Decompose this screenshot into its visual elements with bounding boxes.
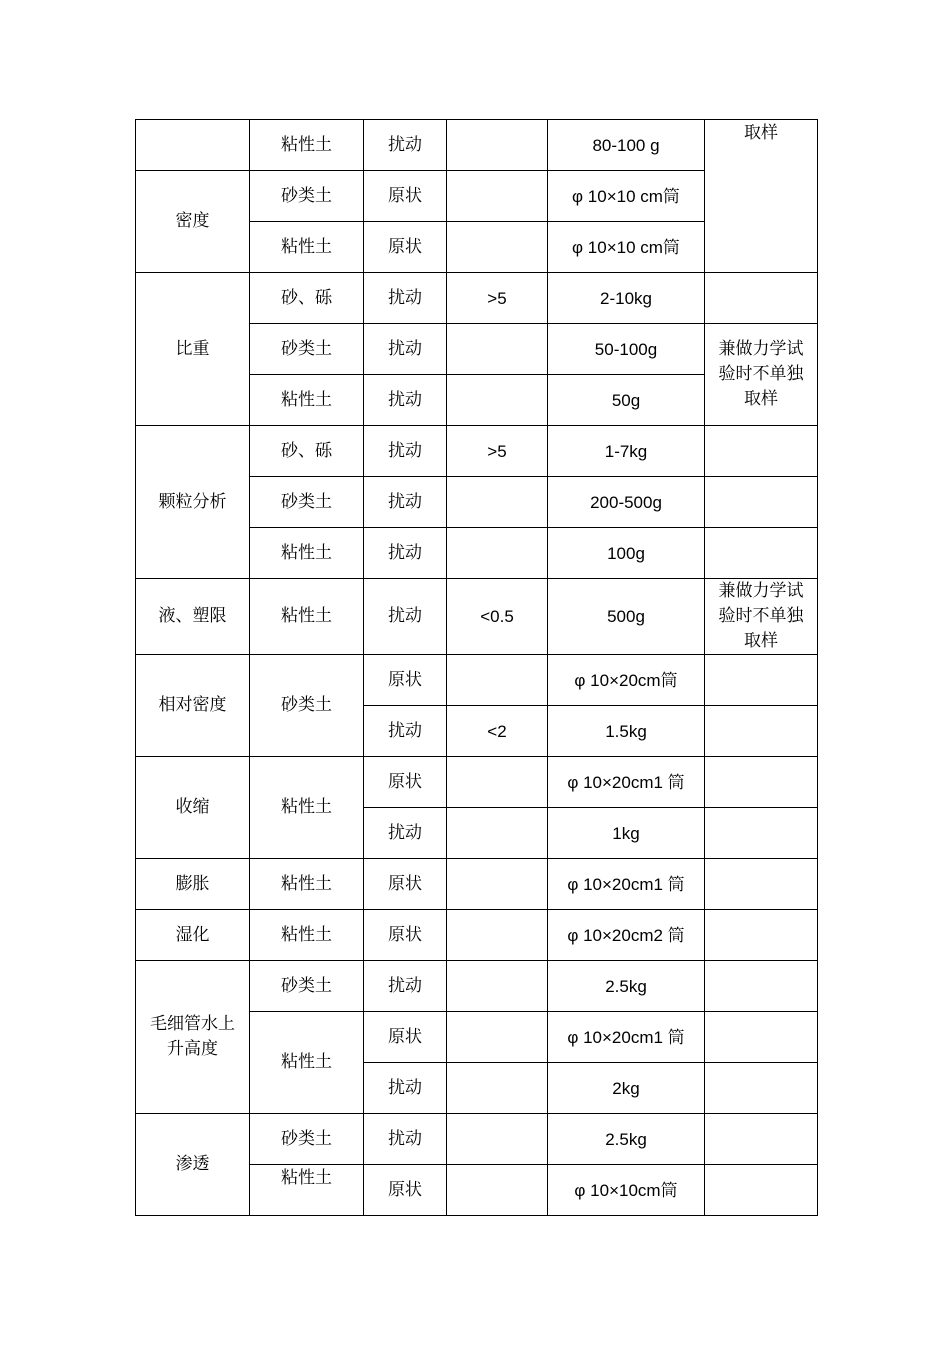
cell-note	[705, 706, 818, 757]
cell-grain: >5	[447, 273, 548, 324]
cell-qty: 200-500g	[548, 477, 705, 528]
cell-state: 原状	[364, 1165, 447, 1216]
cell-state: 扰动	[364, 961, 447, 1012]
cell-note	[705, 1063, 818, 1114]
cell-state: 原状	[364, 171, 447, 222]
cell-note	[705, 1114, 818, 1165]
cell-qty: 100g	[548, 528, 705, 579]
cell-state: 扰动	[364, 375, 447, 426]
cell-soil: 砂类土	[250, 324, 364, 375]
cell-note	[705, 273, 818, 324]
cell-soil: 粘性土	[250, 859, 364, 910]
cell-item: 比重	[136, 273, 250, 426]
cell-qty: 1kg	[548, 808, 705, 859]
cell-note	[705, 426, 818, 477]
cell-soil: 砂、砾	[250, 426, 364, 477]
cell-grain	[447, 477, 548, 528]
cell-grain	[447, 1165, 548, 1216]
cell-item: 液、塑限	[136, 579, 250, 655]
cell-qty: φ 10×20cm筒	[548, 655, 705, 706]
cell-note	[705, 808, 818, 859]
cell-qty: 1-7kg	[548, 426, 705, 477]
cell-qty: φ 10×20cm1 筒	[548, 859, 705, 910]
cell-note: 兼做力学试 验时不单独 取样	[705, 579, 818, 655]
table-row	[136, 961, 818, 1012]
cell-grain	[447, 324, 548, 375]
table-row	[136, 1114, 818, 1165]
cell-soil: 粘性土	[250, 528, 364, 579]
cell-note: 取样	[705, 120, 818, 273]
cell-state: 扰动	[364, 426, 447, 477]
cell-qty: 80-100 g	[548, 120, 705, 171]
cell-grain	[447, 120, 548, 171]
cell-grain: <0.5	[447, 579, 548, 655]
cell-item: 颗粒分析	[136, 426, 250, 579]
cell-qty: φ 10×10cm筒	[548, 1165, 705, 1216]
cell-grain: >5	[447, 426, 548, 477]
cell-soil: 粘性土	[250, 375, 364, 426]
cell-soil: 砂类土	[250, 477, 364, 528]
table-row	[136, 910, 818, 961]
cell-note	[705, 961, 818, 1012]
cell-item: 毛细管水上 升高度	[136, 961, 250, 1114]
table-row	[136, 120, 818, 171]
cell-grain	[447, 808, 548, 859]
cell-soil: 粘性土	[250, 757, 364, 859]
cell-item: 密度	[136, 171, 250, 273]
cell-soil: 粘性土	[250, 579, 364, 655]
table-row	[136, 426, 818, 477]
cell-soil: 粘性土	[250, 1165, 364, 1216]
cell-soil: 粘性土	[250, 1012, 364, 1114]
cell-qty: 2kg	[548, 1063, 705, 1114]
cell-state: 扰动	[364, 528, 447, 579]
cell-grain	[447, 910, 548, 961]
cell-qty: 2.5kg	[548, 1114, 705, 1165]
cell-note	[705, 655, 818, 706]
cell-soil: 砂、砾	[250, 273, 364, 324]
table-row	[136, 579, 818, 655]
cell-qty: φ 10×20cm2 筒	[548, 910, 705, 961]
cell-grain	[447, 1012, 548, 1063]
cell-note	[705, 910, 818, 961]
cell-state: 原状	[364, 655, 447, 706]
cell-note	[705, 528, 818, 579]
cell-qty: φ 10×10 cm筒	[548, 222, 705, 273]
cell-state: 扰动	[364, 273, 447, 324]
cell-state: 原状	[364, 757, 447, 808]
cell-qty: 1.5kg	[548, 706, 705, 757]
table-row	[136, 273, 818, 324]
cell-note	[705, 477, 818, 528]
cell-state: 原状	[364, 859, 447, 910]
cell-qty: 50-100g	[548, 324, 705, 375]
cell-soil: 粘性土	[250, 120, 364, 171]
cell-item: 渗透	[136, 1114, 250, 1216]
cell-grain	[447, 528, 548, 579]
cell-grain	[447, 859, 548, 910]
cell-soil: 粘性土	[250, 910, 364, 961]
cell-grain	[447, 655, 548, 706]
cell-grain	[447, 961, 548, 1012]
cell-qty: 2.5kg	[548, 961, 705, 1012]
cell-qty: 500g	[548, 579, 705, 655]
cell-note	[705, 1165, 818, 1216]
cell-soil: 砂类土	[250, 171, 364, 222]
cell-item: 湿化	[136, 910, 250, 961]
cell-grain	[447, 375, 548, 426]
cell-grain: <2	[447, 706, 548, 757]
cell-grain	[447, 1063, 548, 1114]
cell-qty: 50g	[548, 375, 705, 426]
cell-item: 收缩	[136, 757, 250, 859]
cell-grain	[447, 171, 548, 222]
cell-qty: φ 10×10 cm筒	[548, 171, 705, 222]
cell-note	[705, 1012, 818, 1063]
cell-item: 相对密度	[136, 655, 250, 757]
cell-note	[705, 859, 818, 910]
cell-soil: 砂类土	[250, 655, 364, 757]
table-row	[136, 859, 818, 910]
cell-note	[705, 757, 818, 808]
sample-requirements-table	[135, 119, 818, 1216]
cell-qty: φ 10×20cm1 筒	[548, 757, 705, 808]
cell-state: 扰动	[364, 1063, 447, 1114]
cell-state: 扰动	[364, 477, 447, 528]
cell-state: 扰动	[364, 324, 447, 375]
cell-item	[136, 120, 250, 171]
cell-state: 原状	[364, 1012, 447, 1063]
cell-qty: 2-10kg	[548, 273, 705, 324]
cell-state: 扰动	[364, 1114, 447, 1165]
cell-state: 扰动	[364, 706, 447, 757]
cell-note: 兼做力学试 验时不单独 取样	[705, 324, 818, 426]
cell-grain	[447, 757, 548, 808]
cell-grain	[447, 222, 548, 273]
table-row	[136, 655, 818, 706]
cell-state: 原状	[364, 222, 447, 273]
cell-grain	[447, 1114, 548, 1165]
cell-state: 扰动	[364, 120, 447, 171]
cell-soil: 砂类土	[250, 961, 364, 1012]
cell-state: 原状	[364, 910, 447, 961]
cell-state: 扰动	[364, 808, 447, 859]
cell-state: 扰动	[364, 579, 447, 655]
table-row	[136, 757, 818, 808]
cell-item: 膨胀	[136, 859, 250, 910]
cell-qty: φ 10×20cm1 筒	[548, 1012, 705, 1063]
cell-soil: 砂类土	[250, 1114, 364, 1165]
cell-soil: 粘性土	[250, 222, 364, 273]
